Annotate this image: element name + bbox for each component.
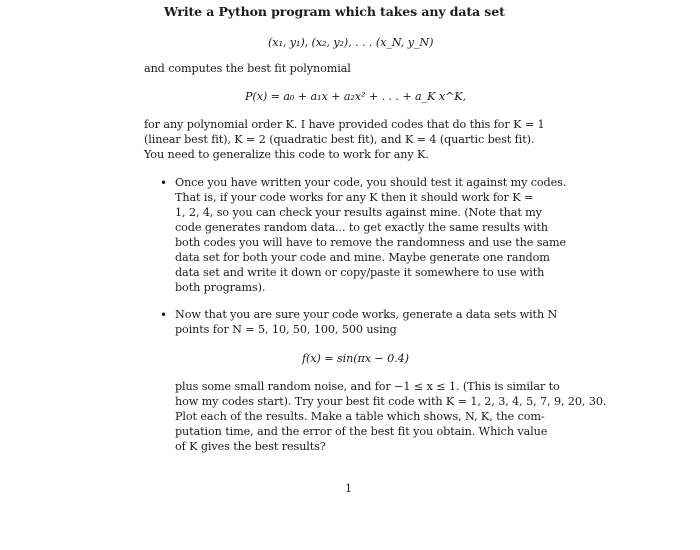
bullet-line: points for N = 5, 10, 50, 100, 500 using [175,323,397,336]
bullet-line: code generates random data... to get exactly the same results with [175,221,548,234]
bullet-line: Now that you are sure your code works, generate a data sets with N [175,308,558,321]
bullet-line: both programs). [175,281,266,294]
bullet-line: both codes you will have to remove the randomness and use the same [175,236,566,249]
page-title: Write a Python program which takes any data set [164,4,505,19]
bullet-icon: • [160,176,168,190]
bullet-line: data set and write it down or copy/paste it somewhere to use with [175,266,545,279]
bullet-line: 1, 2, 4, so you can check your results against mine. (Note that my [175,206,542,219]
bullet-line: That is, if your code works for any K then it should work for K = [175,191,534,204]
page-number: 1 [345,482,352,495]
polynomial-formula: P(x) = a₀ + a₁x + a₂x² + . . . + a_K x^K, [245,90,467,103]
bullet-line: how my codes start). Try your best fit code with K = 1, 2, 3, 4, 5, 7, 9, 20, 30. [175,395,607,408]
bullet-line: data set for both your code and mine. Maybe generate one random [175,251,550,264]
paragraph-line: You need to generalize this code to work for any K. [144,148,429,161]
dataset-formula: (x₁, y₁), (x₂, y₂), . . . (x_N, y_N) [268,36,434,49]
paragraph-line: (linear best fit), K = 2 (quadratic best fit), and K = 4 (quartic best fit). [144,133,535,146]
bullet-line: plus some small random noise, and for −1 ≤ x ≤ 1. (This is similar to [175,380,560,393]
paragraph-line: for any polynomial order K. I have provided codes that do this for K = 1 [144,118,545,131]
function-formula: f(x) = sin(πx − 0.4) [302,352,409,365]
bullet-icon: • [160,308,168,322]
bullet-line: Once you have written your code, you should test it against my codes. [175,176,567,189]
intro-line: and computes the best fit polynomial [144,62,351,75]
bullet-line: of K gives the best results? [175,440,326,453]
bullet-line: Plot each of the results. Make a table which shows, N, K, the com- [175,410,545,423]
bullet-line: putation time, and the error of the best fit you obtain. Which value [175,425,548,438]
